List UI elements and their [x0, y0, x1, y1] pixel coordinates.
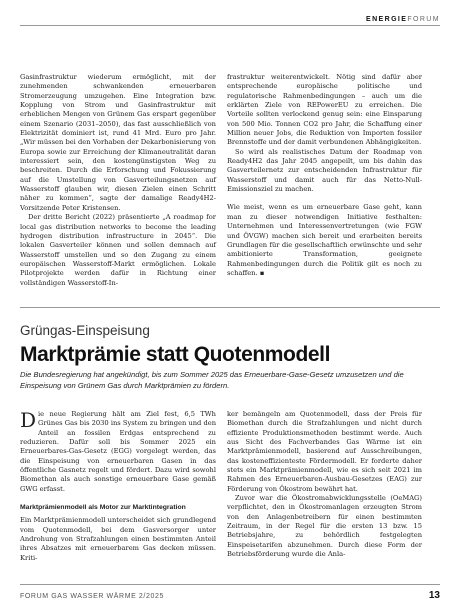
- page-number: 13: [428, 590, 440, 601]
- section-divider: [20, 307, 440, 308]
- magazine-header: [366, 16, 440, 23]
- paragraph: frastruktur weiterentwickelt. Nötig sind dafür aber entsprechende europäische politische und regulatorische Rahmenbedingungen – auch um die erklärten Ziele von REPowerEU zu erreichen. Die Vorteile sollten verlockend genug sein: eine Einsparung von 500 Mio. Tonnen CO2 pro Jahr, die Schaffung einer Million neuer Jobs, die Reduktion von Importen fossiler Brennstoffe und der damit verbundenen Abhängigkeiten.: [227, 73, 422, 147]
- article-column-2: [227, 410, 422, 560]
- article-column-1: [20, 410, 216, 563]
- header-rule: [20, 25, 440, 26]
- article-title: Marktprämie statt Quotenmodell: [20, 343, 331, 366]
- paragraph: Gasinfrastruktur wiederum ermöglicht, mit der zunehmenden schwankenden erneuerbaren Stromerzeugung umzugehen. Eine Integration bzw. Kopplung von Strom und Gasinfrastruktur mit erheblichen Mengen von Grünem Gas erspart gegenüber einem Szenario (2031–2050), das fast ausschließlich von Elektrizität dominiert ist, rund 41 Mrd. Euro pro Jahr. „Wir müssen bei den Vorhaben der Dekarbonisierung von Europa sowie zur Erreichung der Klimaneutralität daran interessiert sein, den kostengünstigsten Weg zu beschreiten. Durch die Erforschung und Fokussierung auf die Umstellung von Gasverteilungsnetzen auf Wasserstoff glauben wir, diesen Zielen einen Schritt näher zu kommen“, sagte der damalige Ready4H2-Vorsitzende Peter Kristensen.: [20, 73, 216, 212]
- paragraph: Zuvor war die Ökostromabwicklungsstelle (OeMAG) verpflichtet, den in Ökostromanlagen erzeugten Strom von den Anlagenbetreibern für einen bestimmten Zeitraum, in der Regel für die ersten 13 bzw. 15 Betriebsjahre, zu behördlich festgelegten Einspeisetarifen abzunehmen. Durch diese Form der Betriebsförderung wurde die Anla-: [227, 494, 422, 559]
- header-brand-bold: ENERGIE: [366, 16, 408, 23]
- paragraph-gap: [227, 194, 422, 203]
- drop-cap: D: [20, 408, 37, 432]
- paragraph-text: ie neue Regierung hält am Ziel fest, 6,5 TWh Grünes Gas bis 2030 ins System zu bringen und den Anteil an fossilen Erdgas entsprechend zu reduzieren. Dafür soll bis Sommer 2025 ein Erneuerbares-Gas-Gesetz (EGG) vorgelegt werden, das die Einspeisung von erneuerbaren Gasen in das öffentliche Gasnetz regelt und fördert. Dazu wird sowohl Biomethan als auch sonstige erneuerbare Gase gemäß GWG erfasst.: [20, 410, 216, 493]
- paragraph: So wird als realistisches Datum der Roadmap von Ready4H2 das Jahr 2045 angepeilt, um bis dahin das Gasverteilernetz zur entscheidenden Infrastruktur für Wasserstoff und damit auch für das Netto-Null-Emissionsziel zu machen.: [227, 147, 422, 194]
- paragraph: ker bemängeln am Quotenmodell, dass der Preis für Biomethan durch die Strafzahlungen und nicht durch effiziente Produktionsmethoden bestimmt werde. Auch aus Sicht des Fachverbandes Gas Wärme ist ein Marktprämienmodell, basierend auf Ausschreibungen, das kosteneffizienteste Fördermodell. Er forderte daher stets ein Marktprämienmodell, wie es sich seit 2021 im Rahmen des Erneuerbaren-Ausbau-Gesetzes (EAG) zur Förderung von Ökostrom bewährt hat.: [227, 410, 422, 493]
- paragraph: [20, 410, 216, 494]
- paragraph: Wie meist, wenn es um erneuerbare Gase geht, kann man zu dieser notwendigen Initiative festhalten: Unternehmen und Interessenvertretungen (wie FGW und ÖVGW) machen sich bereit und erarbeiten bereits Grundlagen für die gesellschaftlich erwünschte und sehr ambitionierte Transformation, geeignete Rahmenbedingungen durch die Politik gilt es noch zu schaffen. ▪: [227, 203, 422, 277]
- article-kicker: Grüngas-Einspeisung: [20, 323, 150, 338]
- continued-text-column-2: [227, 73, 422, 278]
- article-subheading: Marktprämienmodell als Motor zur Marktintegration: [20, 504, 186, 512]
- article-lead: Die Bundesregierung hat angekündigt, bis zum Sommer 2025 das Erneuerbare-Gase-Gesetz umzusetzen und die Einspeisung von Grünem Gas durch Marktprämien zu fördern.: [20, 370, 404, 390]
- footer-publication: FORUM GAS WASSER WÄRME 2/2025: [20, 593, 164, 600]
- header-brand-light: FORUM: [407, 16, 440, 23]
- paragraph: Ein Marktprämienmodell unterscheidet sich grundlegend vom Quotenmodell, bei dem Gasversorger unter Androhung von Strafzahlungen einen bestimmten Anteil ihres Absatzes mit erneuerbarem Gas decken müssen. Kriti-: [20, 516, 216, 562]
- footer-rule: [20, 584, 440, 585]
- continued-text-column-1: [20, 73, 216, 288]
- paragraph: Der dritte Bericht (2022) präsentierte „A roadmap for local gas distribution networks to become the leading hydrogen distribution infrastructure in 2045“. Die lokalen Gasverteiler können und sollen demnach auf Wasserstoff umstellen und so den Zugang zu einem europäischen Wasserstoff-Markt ermöglichen. Lokale Pilotprojekte werden dafür in Richtung einer vollständigen Wasserstoff-In-: [20, 213, 216, 287]
